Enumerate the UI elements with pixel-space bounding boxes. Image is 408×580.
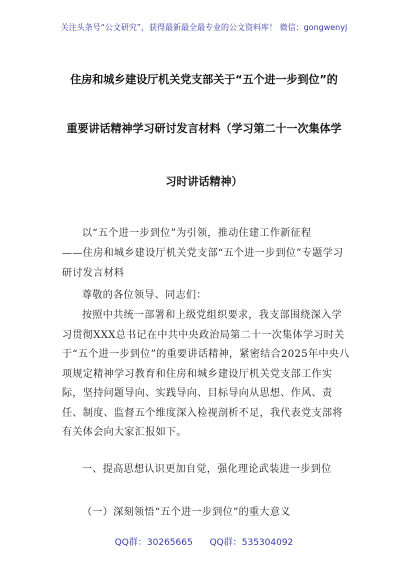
subsection-heading-1: （一）深刻领悟“五个进一步到位”的重大意义 xyxy=(82,507,291,518)
header-banner: 关注头条号“公文研究”，获得最新最全最专业的公文资料库！ 微信：gongwenyj xyxy=(60,23,348,32)
intro-line-2: ——住房和城乡建设厅机关党支部“五个进一步到位”专题学习研讨发言材料 xyxy=(62,248,344,279)
footer-contact xyxy=(0,535,408,548)
document-title-line-1: 住房和城乡建设厅机关党支部关于“五个进一步到位”的 xyxy=(70,73,338,86)
qq-group-2: QQ群：535304092 xyxy=(209,538,294,548)
greeting: 尊敬的各位领导、同志们： xyxy=(82,290,207,301)
qq-group-1: QQ群：30265665 xyxy=(114,538,193,548)
intro-line-1: 以“五个进一步到位”为引领，推动住建工作新征程 xyxy=(82,228,312,239)
section-heading-1: 一、提高思想认识更加自觉，强化理论武装进一步到位 xyxy=(82,464,332,475)
document-title-line-2: 重要讲话精神学习研讨发言材料（学习第二十一次集体学 xyxy=(66,122,342,135)
paragraph-1: 按照中共统一部署和上级党组织要求，我支部围绕深入学习贯彻XXX总书记在中共中央政治局第二十一次集体学习时关于“五个进一步到位”的重要讲话精神，紧密结合2025年中央八项规定精神学习教育和住房和城乡建设厅机关党支部工作实际，坚持问题导向、实践导向、目标导向从思想、作风、责任、制度、监督五个维度深入检视剖析不足，我代表党支部将有关体会向大家汇报如下。 xyxy=(62,310,350,438)
document-title-line-3: 习时讲话精神） xyxy=(165,175,243,188)
